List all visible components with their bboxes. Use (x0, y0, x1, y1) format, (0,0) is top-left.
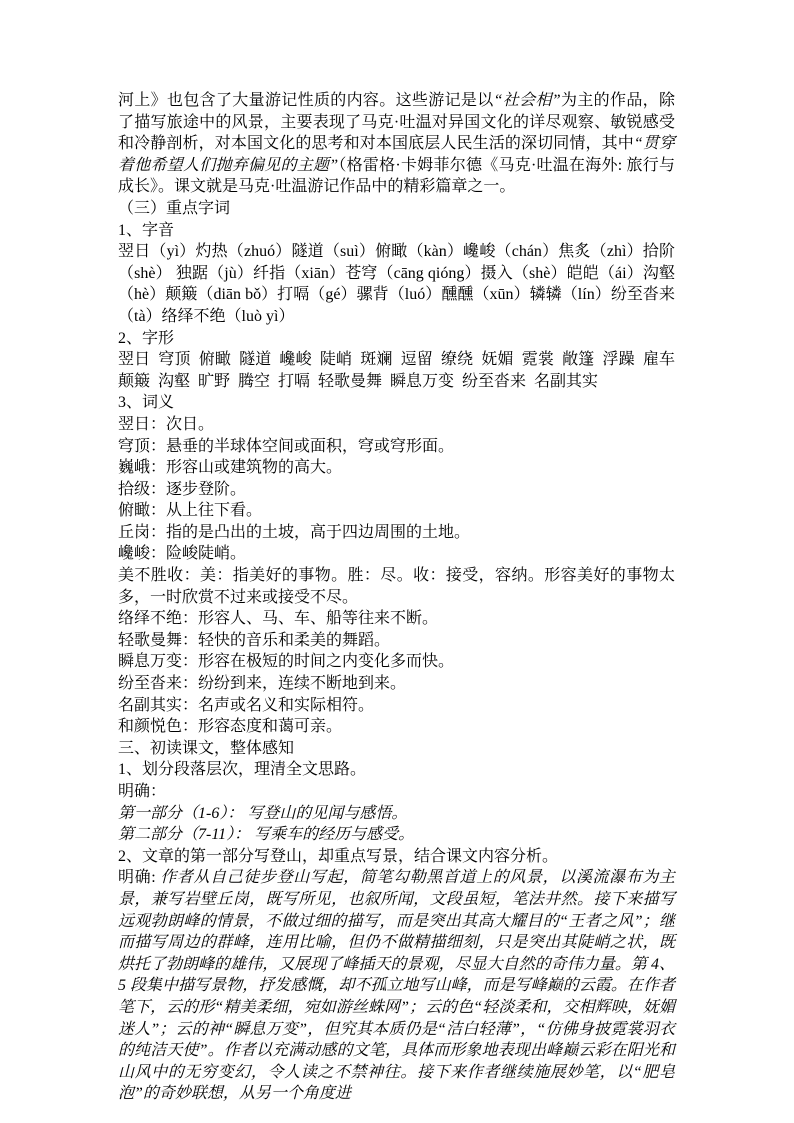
definition-line: 巍峨：形容山或建筑物的高大。 (118, 459, 343, 477)
definition-line: 和颜悦色：形容态度和蔼可亲。 (118, 718, 343, 736)
question-2: 2、文章的第一部分写登山，却重点写景，结合课文内容分析。 (118, 847, 559, 865)
section-heading-first-reading: 三、初读课文，整体感知 (118, 739, 295, 757)
section-heading-key-words: （三）重点字词 (118, 199, 231, 217)
pinyin-list-paragraph: 翌日（yì）灼热（zhuó）隧道（suì）俯瞰（kàn）巉峻（chán）焦炙（zhì）拾阶（shè） 独踞（jù）纤指（xiān）苍穹（cāng qióng）摄入（shè）皑皑（ái）沟壑（hè）颠簸（diān bǒ）打嗝（gé）骡背（luó）醺醺（xūn）辚辚（lín）纷至沓来（tà）络绎不绝（luò yì） (118, 243, 675, 325)
definition-line: 名副其实：名声或名义和实际相符。 (118, 696, 375, 714)
intro-text-2: 为主的作品，除了描写旅途中的风景，主要表现了马克·吐温对异国文化的详尽观察、敏锐感受和冷静剖析，对本国文化的思考和对本国底层人民生活的深切同情，其中 (118, 92, 675, 153)
definition-line: 俯瞰：从上往下看。 (118, 502, 263, 520)
mingque-label-2: 明确: (118, 869, 161, 887)
definition-line: 翌日：次日。 (118, 415, 215, 433)
definition-line: 轻歌曼舞：轻快的音乐和柔美的舞蹈。 (118, 631, 391, 649)
zixing-word-list: 翌日 穹顶 俯瞰 隧道 巉峻 陡峭 斑斓 逗留 缭绕 妩媚 霓裳 敞篷 浮躁 雇车 颠簸 沟壑 旷野 腾空 打嗝 轻歌曼舞 瞬息万变 纷至沓来 名副其实 (118, 351, 683, 390)
definition-line: 巉峻：险峻陡峭。 (118, 545, 247, 563)
intro-text-1: 河上》也包含了大量游记性质的内容。这些游记是以 (118, 92, 494, 109)
intro-text-3: （格雷格·卡姆菲尔德《马克·吐温在海外: 旅行与成长》。课文就是马克·吐温游记作品中的精彩篇章之一。 (118, 156, 675, 196)
definition-line: 纷至沓来：纷纷到来，连续不断地到来。 (118, 675, 407, 693)
definition-line: 拾级：逐步登阶。 (118, 480, 247, 498)
question-2-analysis-text: 作者从自己徒步登山写起，简笔勾勒黑首道上的风景，以溪流瀑布为主景，兼写岩壁丘岗，既写所见，也叙所闻，文段虽短，笔法井然。接下来描写远观勃朗峰的情景，不做过细的描写，而是突出其高大耀目的“王者之风”；继而描写周边的群峰，连用比喻，但仍不做精描细刻，只是突出其陡峭之状，既烘托了勃朗峰的雄伟，又展现了峰插天的景观，尽显大自然的奇伟力量。第 4、5 段集中描写景物，抒发感慨，却不孤立地写山峰，而是写峰巅的云霞。在作者笔下，云的形“精美柔细，宛如游丝蛛网”；云的色“轻淡柔和，交相辉映，妩媚迷人”；云的神“瞬息万变”，但究其本质仍是“洁白轻薄”，“仿佛身披霓裳羽衣的纯洁天使”。作者以充满动感的文笔，具体而形象地表现出峰巅云彩在阳光和山风中的无穷变幻，令人读之不禁神往。接下来作者继续施展妙笔，以“肥皂泡”的奇妙联想，从另一个角度进 (118, 869, 675, 1103)
subheading-zixing: 2、字形 (118, 329, 175, 347)
subheading-ciyi: 3、词义 (118, 394, 175, 412)
mingque-label-1: 明确： (118, 783, 167, 800)
intro-quote-social-aspect: “社会相” (493, 92, 561, 109)
definition-line: 穹顶：悬垂的半球体空间或面积，穹或穹形面。 (118, 437, 455, 455)
intro-quote-theme: “贯穿着他希望人们抛弃偏见的主题” (118, 135, 675, 174)
intro-paragraph (118, 90, 675, 198)
question-1: 1、划分段落层次，理清全文思路。 (118, 761, 367, 779)
definition-line: 美不胜收：美：指美好的事物。胜：尽。收：接受，容纳。形容美好的事物太多，一时欣赏不过来或接受不尽。 (118, 567, 675, 606)
definition-line: 丘岗：指的是凸出的土坡，高于四边周围的土地。 (118, 523, 471, 541)
definition-line: 瞬息万变：形容在极短的时间之内变化多而快。 (118, 653, 455, 671)
definition-line: 络绎不绝：形容人、马、车、船等往来不断。 (118, 610, 439, 628)
part-2-answer: 第二部分（7-11）： 写乘车的经历与感受。 (118, 826, 415, 844)
part-1-answer: 第一部分（1-6）： 写登山的见闻与感悟。 (118, 804, 408, 822)
question-2-answer-paragraph (118, 867, 675, 1105)
subheading-ziyin: 1、字音 (118, 221, 175, 239)
